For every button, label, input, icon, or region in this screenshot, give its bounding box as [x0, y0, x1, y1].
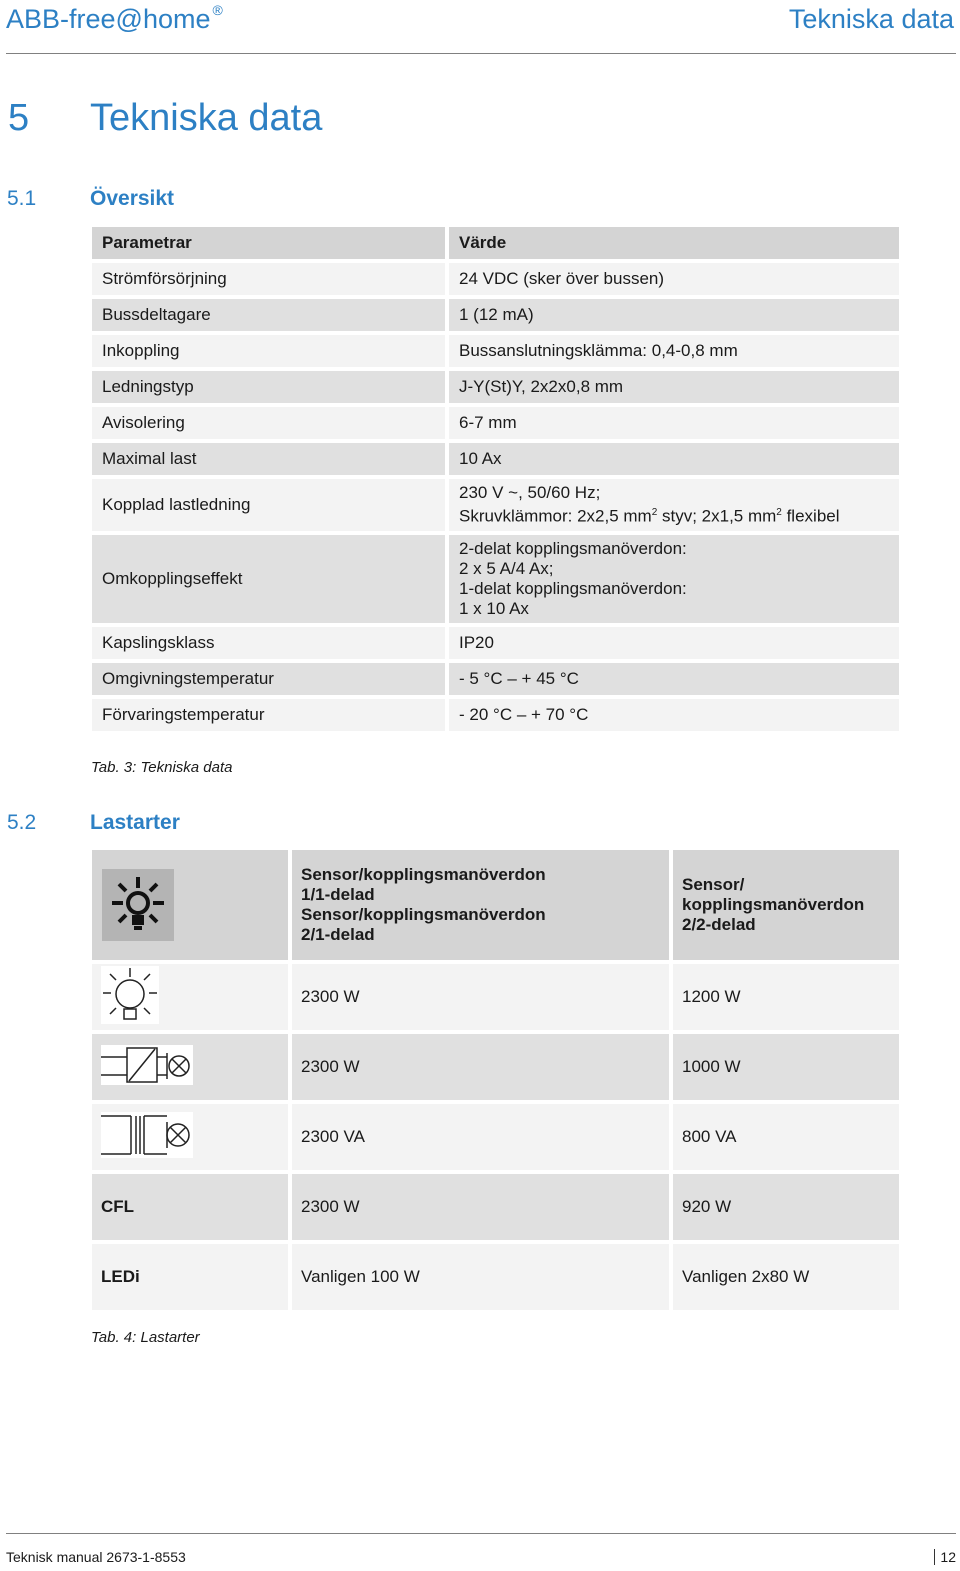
value-cell: J-Y(St)Y, 2x2x0,8 mm — [449, 371, 899, 403]
value-line: 1-delat kopplingsmanöverdon: — [459, 578, 687, 598]
table-row — [92, 479, 899, 531]
param-cell: Strömförsörjning — [92, 263, 445, 295]
table-row — [92, 964, 899, 1030]
value-cell: 24 VDC (sker över bussen) — [449, 263, 899, 295]
table-row — [92, 443, 899, 475]
table-row — [92, 263, 899, 295]
load-type-cell: CFL — [92, 1174, 288, 1240]
section-title: Översikt — [90, 187, 175, 210]
table-row — [92, 1104, 899, 1170]
conventional-transformer-icon — [101, 1112, 193, 1163]
footer-document-id: Teknisk manual 2673-1-8553 — [6, 1549, 186, 1565]
superscript: 2 — [651, 507, 658, 518]
table-header-row — [92, 227, 899, 259]
table-row — [92, 1174, 899, 1240]
section-heading-load-types — [7, 811, 180, 835]
load-type-cell: LEDi — [92, 1244, 288, 1310]
table-caption: Tab. 4: Lastarter — [91, 1329, 200, 1346]
header-line: Sensor/kopplingsmanöverdon — [301, 905, 546, 924]
section-number: 5.1 — [7, 187, 37, 210]
value-cell: Vanligen 2x80 W — [673, 1244, 899, 1310]
value-cell — [449, 535, 899, 623]
table-row — [92, 299, 899, 331]
table-caption: Tab. 3: Tekniska data — [91, 759, 233, 776]
value-line: 230 V ~, 50/60 Hz; — [459, 483, 601, 502]
value-line — [459, 503, 889, 527]
header-line: Sensor/ — [682, 875, 745, 894]
header-brand — [6, 4, 223, 35]
param-cell: Avisolering — [92, 407, 445, 439]
load-type-cell — [92, 1034, 288, 1100]
lamp-icon — [102, 869, 174, 941]
table-row — [92, 535, 899, 623]
value-text: styv; 2x1,5 mm — [657, 506, 777, 526]
section-number: 5.2 — [7, 811, 37, 834]
section-heading-overview — [7, 187, 174, 211]
table-row — [92, 407, 899, 439]
table-row — [92, 371, 899, 403]
value-cell: 1200 W — [673, 964, 899, 1030]
brand-name: ABB-free@home — [6, 4, 211, 34]
header-line: kopplingsmanöverdon — [682, 895, 865, 914]
param-cell: Kopplad lastledning — [92, 479, 445, 531]
value-cell: 2300 VA — [292, 1104, 669, 1170]
load-types-table — [88, 846, 903, 1314]
header-icon-cell — [92, 850, 288, 960]
param-cell: Bussdeltagare — [92, 299, 445, 331]
table-row — [92, 335, 899, 367]
value-cell: Bussanslutningsklämma: 0,4-0,8 mm — [449, 335, 899, 367]
chapter-title: Tekniska data — [90, 97, 323, 139]
param-cell: Förvaringstemperatur — [92, 699, 445, 731]
param-cell: Kapslingsklass — [92, 627, 445, 659]
value-line: 2-delat kopplingsmanöverdon: — [459, 538, 687, 558]
table-row — [92, 627, 899, 659]
value-cell: 10 Ax — [449, 443, 899, 475]
value-cell: 2300 W — [292, 964, 669, 1030]
value-cell: 6-7 mm — [449, 407, 899, 439]
chapter-number: 5 — [8, 97, 30, 139]
registered-mark: ® — [212, 2, 223, 18]
technical-data-table — [88, 223, 903, 735]
param-cell: Inkoppling — [92, 335, 445, 367]
value-cell: Vanligen 100 W — [292, 1244, 669, 1310]
table-header-row — [92, 850, 899, 960]
param-cell: Maximal last — [92, 443, 445, 475]
value-cell: 1 (12 mA) — [449, 299, 899, 331]
param-cell: Ledningstyp — [92, 371, 445, 403]
column-header-value: Värde — [449, 227, 899, 259]
value-cell: - 20 °C – + 70 °C — [449, 699, 899, 731]
header-line: 1/1-delad — [301, 885, 375, 904]
load-type-cell — [92, 964, 288, 1030]
header-line: 2/2-delad — [682, 915, 756, 934]
page-number: 12 — [934, 1549, 956, 1565]
table-row — [92, 699, 899, 731]
value-cell: 2300 W — [292, 1034, 669, 1100]
section-title: Lastarter — [90, 811, 180, 834]
header-divider — [6, 53, 956, 54]
table-row — [92, 1034, 899, 1100]
value-text: flexibel — [781, 506, 840, 526]
incandescent-lamp-icon — [101, 966, 159, 1029]
table-row — [92, 1244, 899, 1310]
header-line: Sensor/kopplingsmanöverdon — [301, 865, 546, 884]
value-cell: IP20 — [449, 627, 899, 659]
value-cell: - 5 °C – + 45 °C — [449, 663, 899, 695]
electronic-transformer-icon — [101, 1045, 193, 1090]
header-line: 2/1-delad — [301, 925, 375, 944]
param-cell: Omgivningstemperatur — [92, 663, 445, 695]
column-header-parameters: Parametrar — [92, 227, 445, 259]
superscript: 2 — [776, 507, 782, 518]
value-cell: 920 W — [673, 1174, 899, 1240]
value-cell: 800 VA — [673, 1104, 899, 1170]
value-cell — [449, 479, 899, 531]
footer-divider — [6, 1533, 956, 1534]
header-section-title: Tekniska data — [788, 4, 954, 34]
param-cell: Omkopplingseffekt — [92, 535, 445, 623]
value-cell: 1000 W — [673, 1034, 899, 1100]
table-row — [92, 663, 899, 695]
load-type-cell — [92, 1104, 288, 1170]
column-header-single-switch — [292, 850, 669, 960]
value-line: 2 x 5 A/4 Ax; — [459, 558, 554, 578]
value-line: 1 x 10 Ax — [459, 598, 529, 618]
column-header-double-switch — [673, 850, 899, 960]
value-text: Skruvklämmor: 2x2,5 mm — [459, 506, 652, 526]
chapter-heading — [8, 97, 322, 140]
value-cell: 2300 W — [292, 1174, 669, 1240]
